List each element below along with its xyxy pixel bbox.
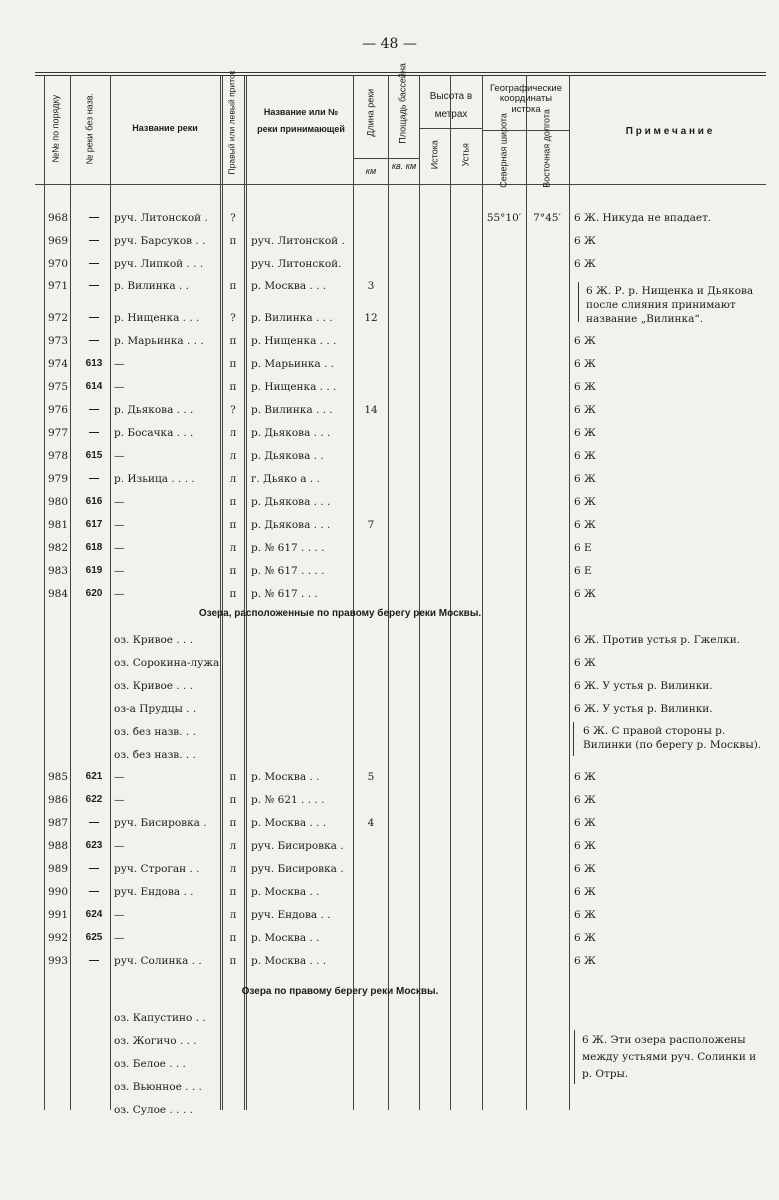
receiving-river: р. № 617 . . . bbox=[251, 588, 318, 600]
river-length: 12 bbox=[364, 312, 378, 324]
row-number: 979 bbox=[48, 473, 69, 485]
table-row bbox=[0, 905, 779, 927]
river-name: руч. Барсуков . . bbox=[114, 235, 206, 247]
unnamed-number: — bbox=[89, 335, 99, 346]
table-row bbox=[0, 446, 779, 468]
unnamed-number: — bbox=[89, 955, 99, 966]
unnamed-number: 625 bbox=[85, 932, 103, 943]
note-971-972: 6 Ж. Р. р. Нищенка и Дьякова после слияния принимают название „Вилинка“. bbox=[586, 285, 754, 326]
lake-row bbox=[0, 1100, 779, 1122]
note-lakes-2: 6 Ж. Эти озера расположены между устьями руч. Солинки и р. Отры. bbox=[582, 1034, 757, 1080]
lake-name: оз. Сулое . . . . bbox=[114, 1104, 193, 1116]
river-name: — bbox=[114, 588, 125, 600]
row-number: 972 bbox=[48, 312, 69, 324]
row-number: 977 bbox=[48, 427, 69, 439]
page-number: — 48 — bbox=[362, 36, 417, 52]
tributary-side: ? bbox=[230, 312, 236, 324]
note: 6 Ж bbox=[574, 358, 596, 370]
note-lakes-noname: 6 Ж. С правой стороны р. Вилинки (по берегу р. Москвы). bbox=[583, 725, 762, 752]
unnamed-number: 620 bbox=[85, 588, 103, 599]
table-row bbox=[0, 951, 779, 973]
tributary-side: п bbox=[229, 932, 237, 944]
table-row bbox=[0, 354, 779, 376]
section-title-lakes-right-bank: Озера, расположенные по правому берегу реки Москвы. bbox=[198, 608, 482, 619]
header-geo: Географические координаты истока bbox=[490, 83, 562, 115]
row-number: 976 bbox=[48, 404, 69, 416]
table-row bbox=[0, 561, 779, 583]
table-row bbox=[0, 377, 779, 399]
header-lat: Северная широта bbox=[498, 113, 509, 188]
header-subrule bbox=[419, 128, 482, 129]
unnamed-number: — bbox=[89, 886, 99, 897]
note: 6 Ж bbox=[574, 932, 596, 944]
receiving-river: р. Москва . . bbox=[251, 886, 320, 898]
receiving-river: р. Дьякова . . bbox=[251, 450, 324, 462]
tributary-side: п bbox=[229, 588, 237, 600]
receiving-river: г. Дьяко а . . bbox=[251, 473, 320, 485]
receiving-river: руч. Бисировка . bbox=[251, 840, 344, 852]
row-number: 969 bbox=[48, 235, 69, 247]
tributary-side: п bbox=[229, 335, 237, 347]
note: 6 Ж bbox=[574, 840, 596, 852]
river-length: 3 bbox=[367, 280, 375, 292]
header-height: Высота в метрах bbox=[429, 91, 473, 120]
table-row bbox=[0, 767, 779, 789]
river-name: — bbox=[114, 496, 125, 508]
brace bbox=[578, 282, 579, 322]
table-row bbox=[0, 538, 779, 560]
table-row bbox=[0, 469, 779, 491]
row-number: 983 bbox=[48, 565, 69, 577]
unnamed-number: 619 bbox=[85, 565, 103, 576]
river-name: — bbox=[114, 519, 125, 531]
unnamed-number: 614 bbox=[85, 381, 103, 392]
tributary-side: п bbox=[229, 358, 237, 370]
table-row bbox=[0, 928, 779, 950]
table-row bbox=[0, 423, 779, 445]
river-name: — bbox=[114, 794, 125, 806]
unnamed-number: 624 bbox=[85, 909, 103, 920]
note: 6 Ж bbox=[574, 427, 596, 439]
header-source: Истока bbox=[429, 140, 440, 170]
header-unnamed-no: № реки без назв. bbox=[84, 93, 95, 165]
receiving-river: р. Нищенка . . . bbox=[251, 335, 337, 347]
river-name: — bbox=[114, 542, 125, 554]
table-row bbox=[0, 790, 779, 812]
note: 6 Е bbox=[574, 565, 592, 577]
unnamed-number: 615 bbox=[85, 450, 103, 461]
tributary-side: ? bbox=[230, 404, 236, 416]
lake-name: оз. без назв. . . bbox=[114, 726, 196, 738]
river-name: — bbox=[114, 840, 125, 852]
unnamed-number: 617 bbox=[85, 519, 103, 530]
lake-row bbox=[0, 1008, 779, 1030]
unnamed-number: — bbox=[89, 212, 99, 223]
lake-row bbox=[0, 630, 779, 652]
unnamed-number: — bbox=[89, 863, 99, 874]
table-row bbox=[0, 813, 779, 835]
tributary-side: п bbox=[229, 519, 237, 531]
row-number: 968 bbox=[48, 212, 69, 224]
note: 6 Ж bbox=[574, 381, 596, 393]
note: 6 Ж bbox=[574, 863, 596, 875]
note: 6 Ж bbox=[574, 473, 596, 485]
tributary-side: п bbox=[229, 794, 237, 806]
header-length-unit: км bbox=[365, 166, 377, 176]
lake-row bbox=[0, 653, 779, 675]
header-subrule bbox=[482, 130, 569, 131]
note: 6 Ж bbox=[574, 258, 596, 270]
unnamed-number: 616 bbox=[85, 496, 103, 507]
receiving-river: р. Вилинка . . . bbox=[251, 404, 333, 416]
unnamed-number: — bbox=[89, 427, 99, 438]
row-number: 988 bbox=[48, 840, 69, 852]
note: 6 Ж bbox=[574, 955, 596, 967]
note: 6 Ж bbox=[574, 909, 596, 921]
tributary-side: п bbox=[229, 771, 237, 783]
receiving-river: р. Вилинка . . . bbox=[251, 312, 333, 324]
unnamed-number: — bbox=[89, 258, 99, 269]
lake-row bbox=[0, 676, 779, 698]
row-number: 987 bbox=[48, 817, 69, 829]
tributary-side: п bbox=[229, 496, 237, 508]
river-name: р. Вилинка . . bbox=[114, 280, 189, 292]
note: 6 Ж. Против устья р. Гжелки. bbox=[574, 634, 741, 646]
table-row bbox=[0, 492, 779, 514]
unnamed-number: — bbox=[89, 280, 99, 291]
row-number: 974 bbox=[48, 358, 69, 370]
row-number: 990 bbox=[48, 886, 69, 898]
lake-name: оз. Капустино . . bbox=[114, 1012, 206, 1024]
header-note: П р и м е ч а н и е bbox=[625, 126, 713, 137]
brace bbox=[573, 722, 574, 756]
note: 6 Ж bbox=[574, 519, 596, 531]
tributary-side: п bbox=[229, 565, 237, 577]
note: 6 Е bbox=[574, 542, 592, 554]
header-length: Длина реки bbox=[365, 88, 376, 137]
unnamed-number: 623 bbox=[85, 840, 103, 851]
river-name: — bbox=[114, 450, 125, 462]
river-name: р. Изьица . . . . bbox=[114, 473, 195, 485]
row-number: 993 bbox=[48, 955, 69, 967]
header-mouth: Устья bbox=[460, 143, 471, 167]
receiving-river: р. Москва . . bbox=[251, 771, 320, 783]
lake-name: оз-а Прудцы . . bbox=[114, 703, 197, 715]
tributary-side: п bbox=[229, 886, 237, 898]
note: 6 Ж bbox=[574, 817, 596, 829]
river-name: руч. Строган . . bbox=[114, 863, 200, 875]
header-basin-unit: кв. км bbox=[391, 161, 417, 171]
note: 6 Ж bbox=[574, 450, 596, 462]
row-number: 980 bbox=[48, 496, 69, 508]
river-name: — bbox=[114, 358, 125, 370]
table-row bbox=[0, 584, 779, 606]
tributary-side: л bbox=[229, 863, 237, 875]
row-number: 971 bbox=[48, 280, 69, 292]
note: 6 Ж bbox=[574, 404, 596, 416]
receiving-river: р. № 621 . . . . bbox=[251, 794, 325, 806]
river-name: р. Босачка . . . bbox=[114, 427, 194, 439]
tributary-side: л bbox=[229, 909, 237, 921]
receiving-river: руч. Бисировка . bbox=[251, 863, 344, 875]
river-name: руч. Бисировка . bbox=[114, 817, 207, 829]
lake-name: оз. без назв. . . bbox=[114, 749, 196, 761]
receiving-river: р. Москва . . bbox=[251, 932, 320, 944]
table-row bbox=[0, 400, 779, 422]
receiving-river: руч. Ендова . . bbox=[251, 909, 331, 921]
river-name: р. Марьинка . . . bbox=[114, 335, 204, 347]
receiving-river: р. Москва . . . bbox=[251, 955, 327, 967]
receiving-river: р. Москва . . . bbox=[251, 817, 327, 829]
header-basin-area: Площадь бассейна bbox=[397, 63, 408, 144]
row-number: 992 bbox=[48, 932, 69, 944]
note: 6 Ж bbox=[574, 794, 596, 806]
row-number: 975 bbox=[48, 381, 69, 393]
note: 6 Ж bbox=[574, 588, 596, 600]
unnamed-number: 613 bbox=[85, 358, 103, 369]
receiving-river: р. Нищенка . . . bbox=[251, 381, 337, 393]
lake-name: оз. Вьюнное . . . bbox=[114, 1081, 202, 1093]
row-number: 984 bbox=[48, 588, 69, 600]
river-length: 4 bbox=[367, 817, 375, 829]
lake-name: оз. Кривое . . . bbox=[114, 680, 194, 692]
table-row bbox=[0, 231, 779, 253]
header-bottom-rule bbox=[35, 184, 766, 185]
table-row bbox=[0, 515, 779, 537]
row-number: 985 bbox=[48, 771, 69, 783]
tributary-side: л bbox=[229, 450, 237, 462]
tributary-side: п bbox=[229, 381, 237, 393]
lake-row bbox=[0, 699, 779, 721]
tributary-side: п bbox=[229, 955, 237, 967]
table-row bbox=[0, 859, 779, 881]
row-number: 982 bbox=[48, 542, 69, 554]
header-receiving: Название или № реки принимающей bbox=[257, 107, 345, 135]
lake-name: оз. Жогичо . . . bbox=[114, 1035, 197, 1047]
latitude: 55°10′ bbox=[486, 212, 522, 224]
river-name: р. Нищенка . . . bbox=[114, 312, 200, 324]
river-length: 5 bbox=[367, 771, 375, 783]
river-length: 14 bbox=[364, 404, 378, 416]
row-number: 989 bbox=[48, 863, 69, 875]
longitude: 7°45′ bbox=[533, 212, 561, 224]
note: 6 Ж. У устья р. Вилинки. bbox=[574, 680, 713, 692]
receiving-river: руч. Литонской. bbox=[251, 258, 342, 270]
river-name: — bbox=[114, 565, 125, 577]
note: 6 Ж bbox=[574, 657, 596, 669]
row-number: 991 bbox=[48, 909, 69, 921]
unnamed-number: — bbox=[89, 817, 99, 828]
receiving-river: р. Дьякова . . . bbox=[251, 519, 331, 531]
river-name: руч. Липкой . . . bbox=[114, 258, 204, 270]
note: 6 Ж bbox=[574, 496, 596, 508]
table-row bbox=[0, 836, 779, 858]
section-title-lakes-right-bank-2: Озера по правому берегу реки Москвы. bbox=[241, 986, 439, 997]
tributary-side: п bbox=[229, 817, 237, 829]
row-number: 970 bbox=[48, 258, 69, 270]
river-length: 7 bbox=[367, 519, 375, 531]
tributary-side: п bbox=[229, 280, 237, 292]
row-number: 981 bbox=[48, 519, 69, 531]
unnamed-number: — bbox=[89, 235, 99, 246]
receiving-river: р. Дьякова . . . bbox=[251, 427, 331, 439]
unnamed-number: 621 bbox=[85, 771, 103, 782]
receiving-river: р. Марьинка . . bbox=[251, 358, 335, 370]
river-name: — bbox=[114, 932, 125, 944]
lake-name: оз. Белое . . . bbox=[114, 1058, 186, 1070]
receiving-river: р. № 617 . . . . bbox=[251, 542, 325, 554]
header-lon: Восточная долгота bbox=[541, 109, 552, 188]
lake-name: оз. Кривое . . . bbox=[114, 634, 194, 646]
unnamed-number: 618 bbox=[85, 542, 103, 553]
unnamed-number: 622 bbox=[85, 794, 103, 805]
receiving-river: р. Дьякова . . . bbox=[251, 496, 331, 508]
note: 6 Ж. Никуда не впадает. bbox=[574, 212, 712, 224]
unnamed-number: — bbox=[89, 404, 99, 415]
river-name: — bbox=[114, 381, 125, 393]
receiving-river: р. Москва . . . bbox=[251, 280, 327, 292]
table-row bbox=[0, 882, 779, 904]
header-river-name: Название реки bbox=[132, 123, 198, 133]
row-number: 973 bbox=[48, 335, 69, 347]
note: 6 Ж bbox=[574, 771, 596, 783]
tributary-side: л bbox=[229, 473, 237, 485]
table-row bbox=[0, 208, 779, 230]
header-side: Правый или левый приток bbox=[226, 70, 237, 175]
note: 6 Ж bbox=[574, 235, 596, 247]
table-row bbox=[0, 331, 779, 353]
row-number: 978 bbox=[48, 450, 69, 462]
tributary-side: л bbox=[229, 542, 237, 554]
river-name: — bbox=[114, 771, 125, 783]
river-name: руч. Литонской . bbox=[114, 212, 208, 224]
tributary-side: л bbox=[229, 840, 237, 852]
river-name: — bbox=[114, 909, 125, 921]
note: 6 Ж bbox=[574, 335, 596, 347]
row-number: 986 bbox=[48, 794, 69, 806]
river-name: руч. Солинка . . bbox=[114, 955, 202, 967]
lake-name: оз. Сорокина-лужа bbox=[114, 657, 219, 669]
unnamed-number: — bbox=[89, 473, 99, 484]
receiving-river: р. № 617 . . . . bbox=[251, 565, 325, 577]
header-subrule bbox=[353, 158, 419, 159]
tributary-side: ? bbox=[230, 212, 236, 224]
unnamed-number: — bbox=[89, 312, 99, 323]
receiving-river: руч. Литонской . bbox=[251, 235, 345, 247]
tributary-side: л bbox=[229, 427, 237, 439]
header-seq-no: №№ по порядку bbox=[50, 94, 61, 163]
tributary-side: п bbox=[229, 235, 237, 247]
table-row bbox=[0, 254, 779, 276]
note: 6 Ж. У устья р. Вилинки. bbox=[574, 703, 713, 715]
brace bbox=[574, 1030, 575, 1084]
river-name: руч. Ендова . . bbox=[114, 886, 194, 898]
note: 6 Ж bbox=[574, 886, 596, 898]
river-name: р. Дьякова . . . bbox=[114, 404, 194, 416]
